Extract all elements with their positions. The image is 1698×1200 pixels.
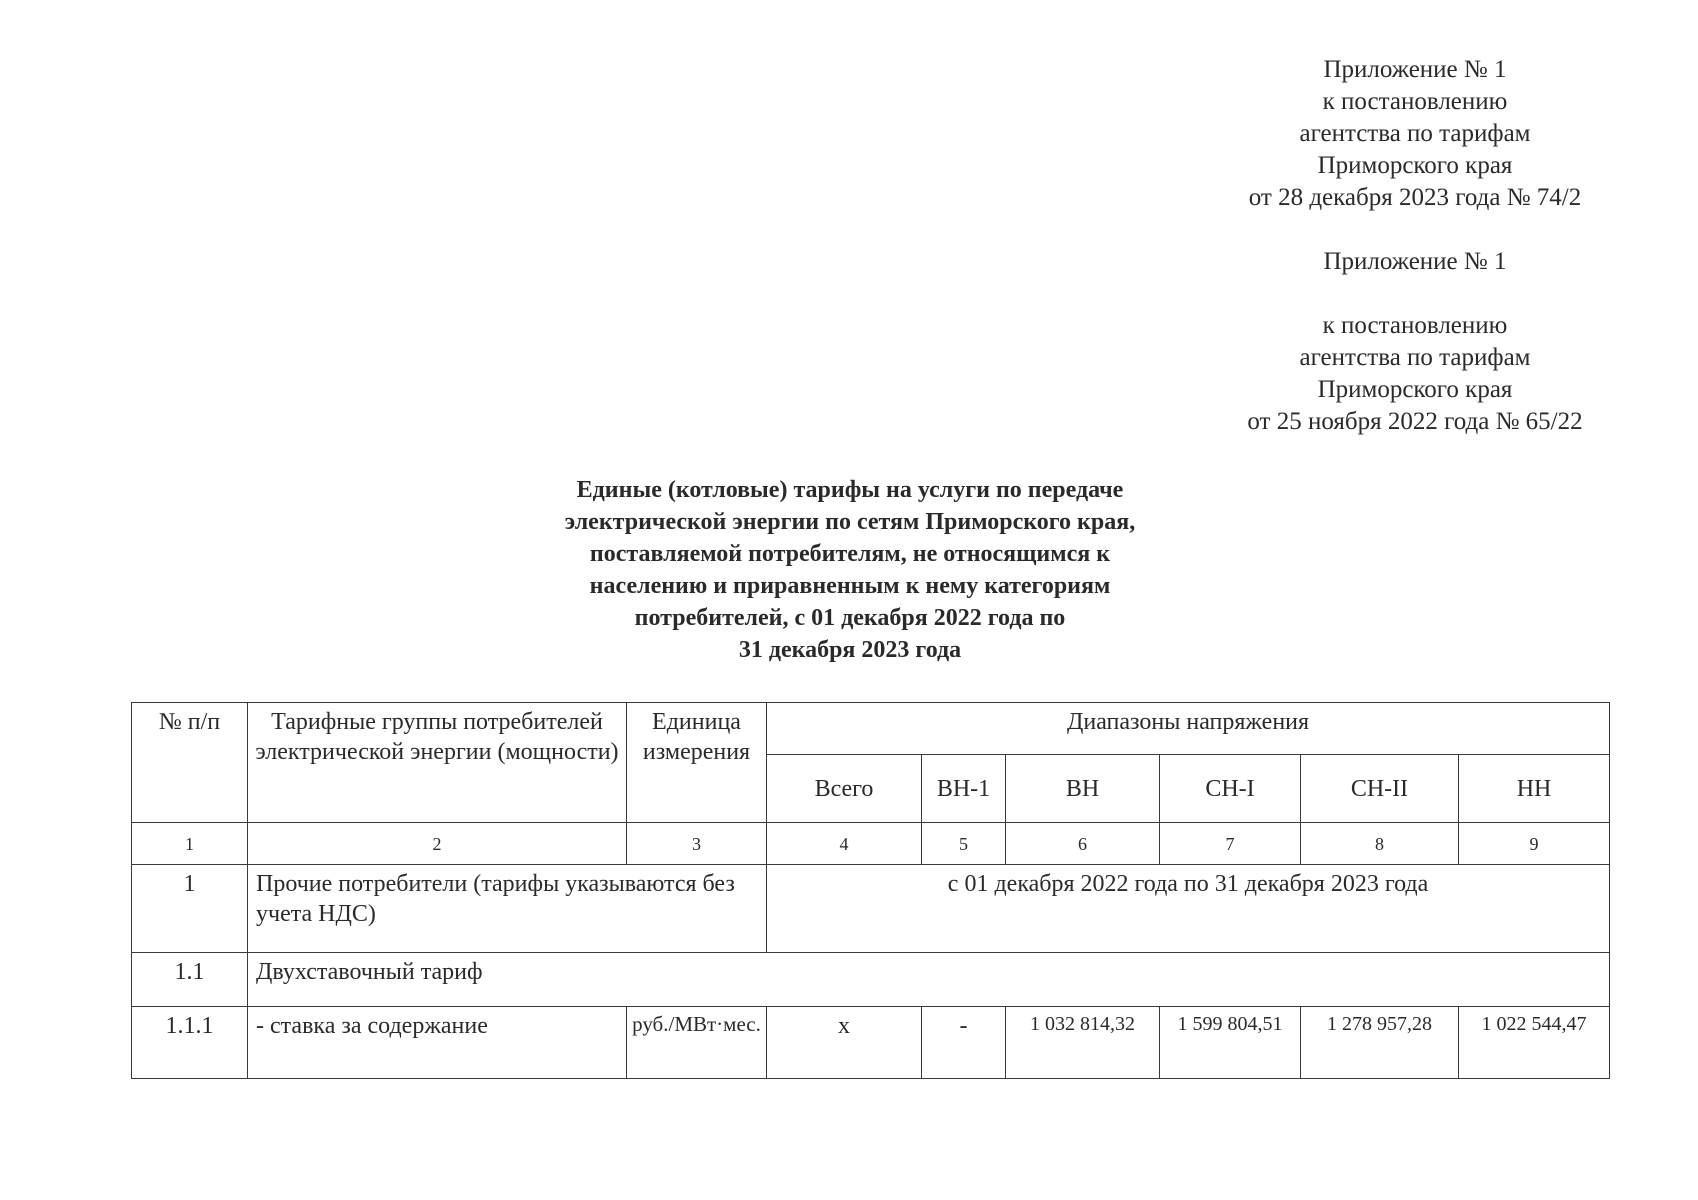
value-vn1: - (922, 1007, 1006, 1079)
column-number: 2 (248, 823, 627, 865)
appendix-current-line4: Приморского края (1317, 152, 1513, 179)
document-title (500, 474, 1200, 666)
table-row (132, 953, 1610, 1007)
row-num: 1 (132, 865, 248, 953)
row-num: 1.1 (132, 953, 248, 1007)
title-line2: электрической энергии по сетям Приморского края, (564, 509, 1136, 535)
table-row (132, 865, 1610, 953)
appendix-current-line1: Приложение № 1 (1323, 56, 1507, 83)
column-number: 6 (1006, 823, 1160, 865)
column-number: 5 (922, 823, 1006, 865)
value-total: х (767, 1007, 922, 1079)
appendix-current-block (1180, 54, 1650, 214)
column-number: 9 (1459, 823, 1610, 865)
header-sn2: СН-II (1301, 755, 1459, 823)
row-name: Двухставочный тариф (248, 953, 1610, 1007)
header-vn: ВН (1006, 755, 1160, 823)
table-row (132, 1007, 1610, 1079)
header-unit: Единица измерения (627, 703, 767, 823)
column-number: 4 (767, 823, 922, 865)
column-numbers-row (132, 823, 1610, 865)
appendix-spacer (1180, 278, 1650, 310)
header-num: № п/п (132, 703, 248, 823)
header-row-1 (132, 703, 1610, 755)
appendix-current-line3: агентства по тарифам (1299, 120, 1531, 147)
header-nn: НН (1459, 755, 1610, 823)
column-number: 8 (1301, 823, 1459, 865)
value-sn1: 1 599 804,51 (1160, 1007, 1301, 1079)
title-line1: Единые (котловые) тарифы на услуги по передаче (576, 477, 1124, 503)
title-line5: потребителей, с 01 декабря 2022 года по (634, 605, 1066, 631)
appendix-original-block (1180, 246, 1650, 438)
column-number: 1 (132, 823, 248, 865)
header-total: Всего (767, 755, 922, 823)
title-line6: 31 декабря 2023 года (738, 637, 962, 663)
row-period: с 01 декабря 2022 года по 31 декабря 2023 года (767, 865, 1610, 953)
row-name: Прочие потребители (тарифы указываются без учета НДС) (248, 865, 767, 953)
tariff-table (131, 702, 1610, 1079)
appendix-current-line2: к постановлению (1322, 88, 1508, 115)
value-vn: 1 032 814,32 (1006, 1007, 1160, 1079)
title-line4: населению и приравненным к нему категориям (589, 573, 1111, 599)
title-line3: поставляемой потребителям, не относящимся к (589, 541, 1111, 567)
header-vn1: ВН-1 (922, 755, 1006, 823)
value-sn2: 1 278 957,28 (1301, 1007, 1459, 1079)
row-num: 1.1.1 (132, 1007, 248, 1079)
appendix-original-line3: агентства по тарифам (1299, 344, 1531, 371)
header-sn1: СН-I (1160, 755, 1301, 823)
row-unit: руб./МВт·мес. (627, 1007, 767, 1079)
column-number: 3 (627, 823, 767, 865)
value-nn: 1 022 544,47 (1459, 1007, 1610, 1079)
appendix-original-line1: Приложение № 1 (1323, 248, 1507, 275)
header-groups: Тарифные группы потребителей электрической энергии (мощности) (248, 703, 627, 823)
appendix-current-line5: от 28 декабря 2023 года № 74/2 (1248, 184, 1582, 211)
header-ranges: Диапазоны напряжения (767, 703, 1610, 755)
appendix-original-line5: от 25 ноября 2022 года № 65/22 (1247, 408, 1583, 435)
appendix-original-line4: Приморского края (1317, 376, 1513, 403)
column-number: 7 (1160, 823, 1301, 865)
appendix-original-line2: к постановлению (1322, 312, 1508, 339)
row-name: - ставка за содержание (248, 1007, 627, 1079)
